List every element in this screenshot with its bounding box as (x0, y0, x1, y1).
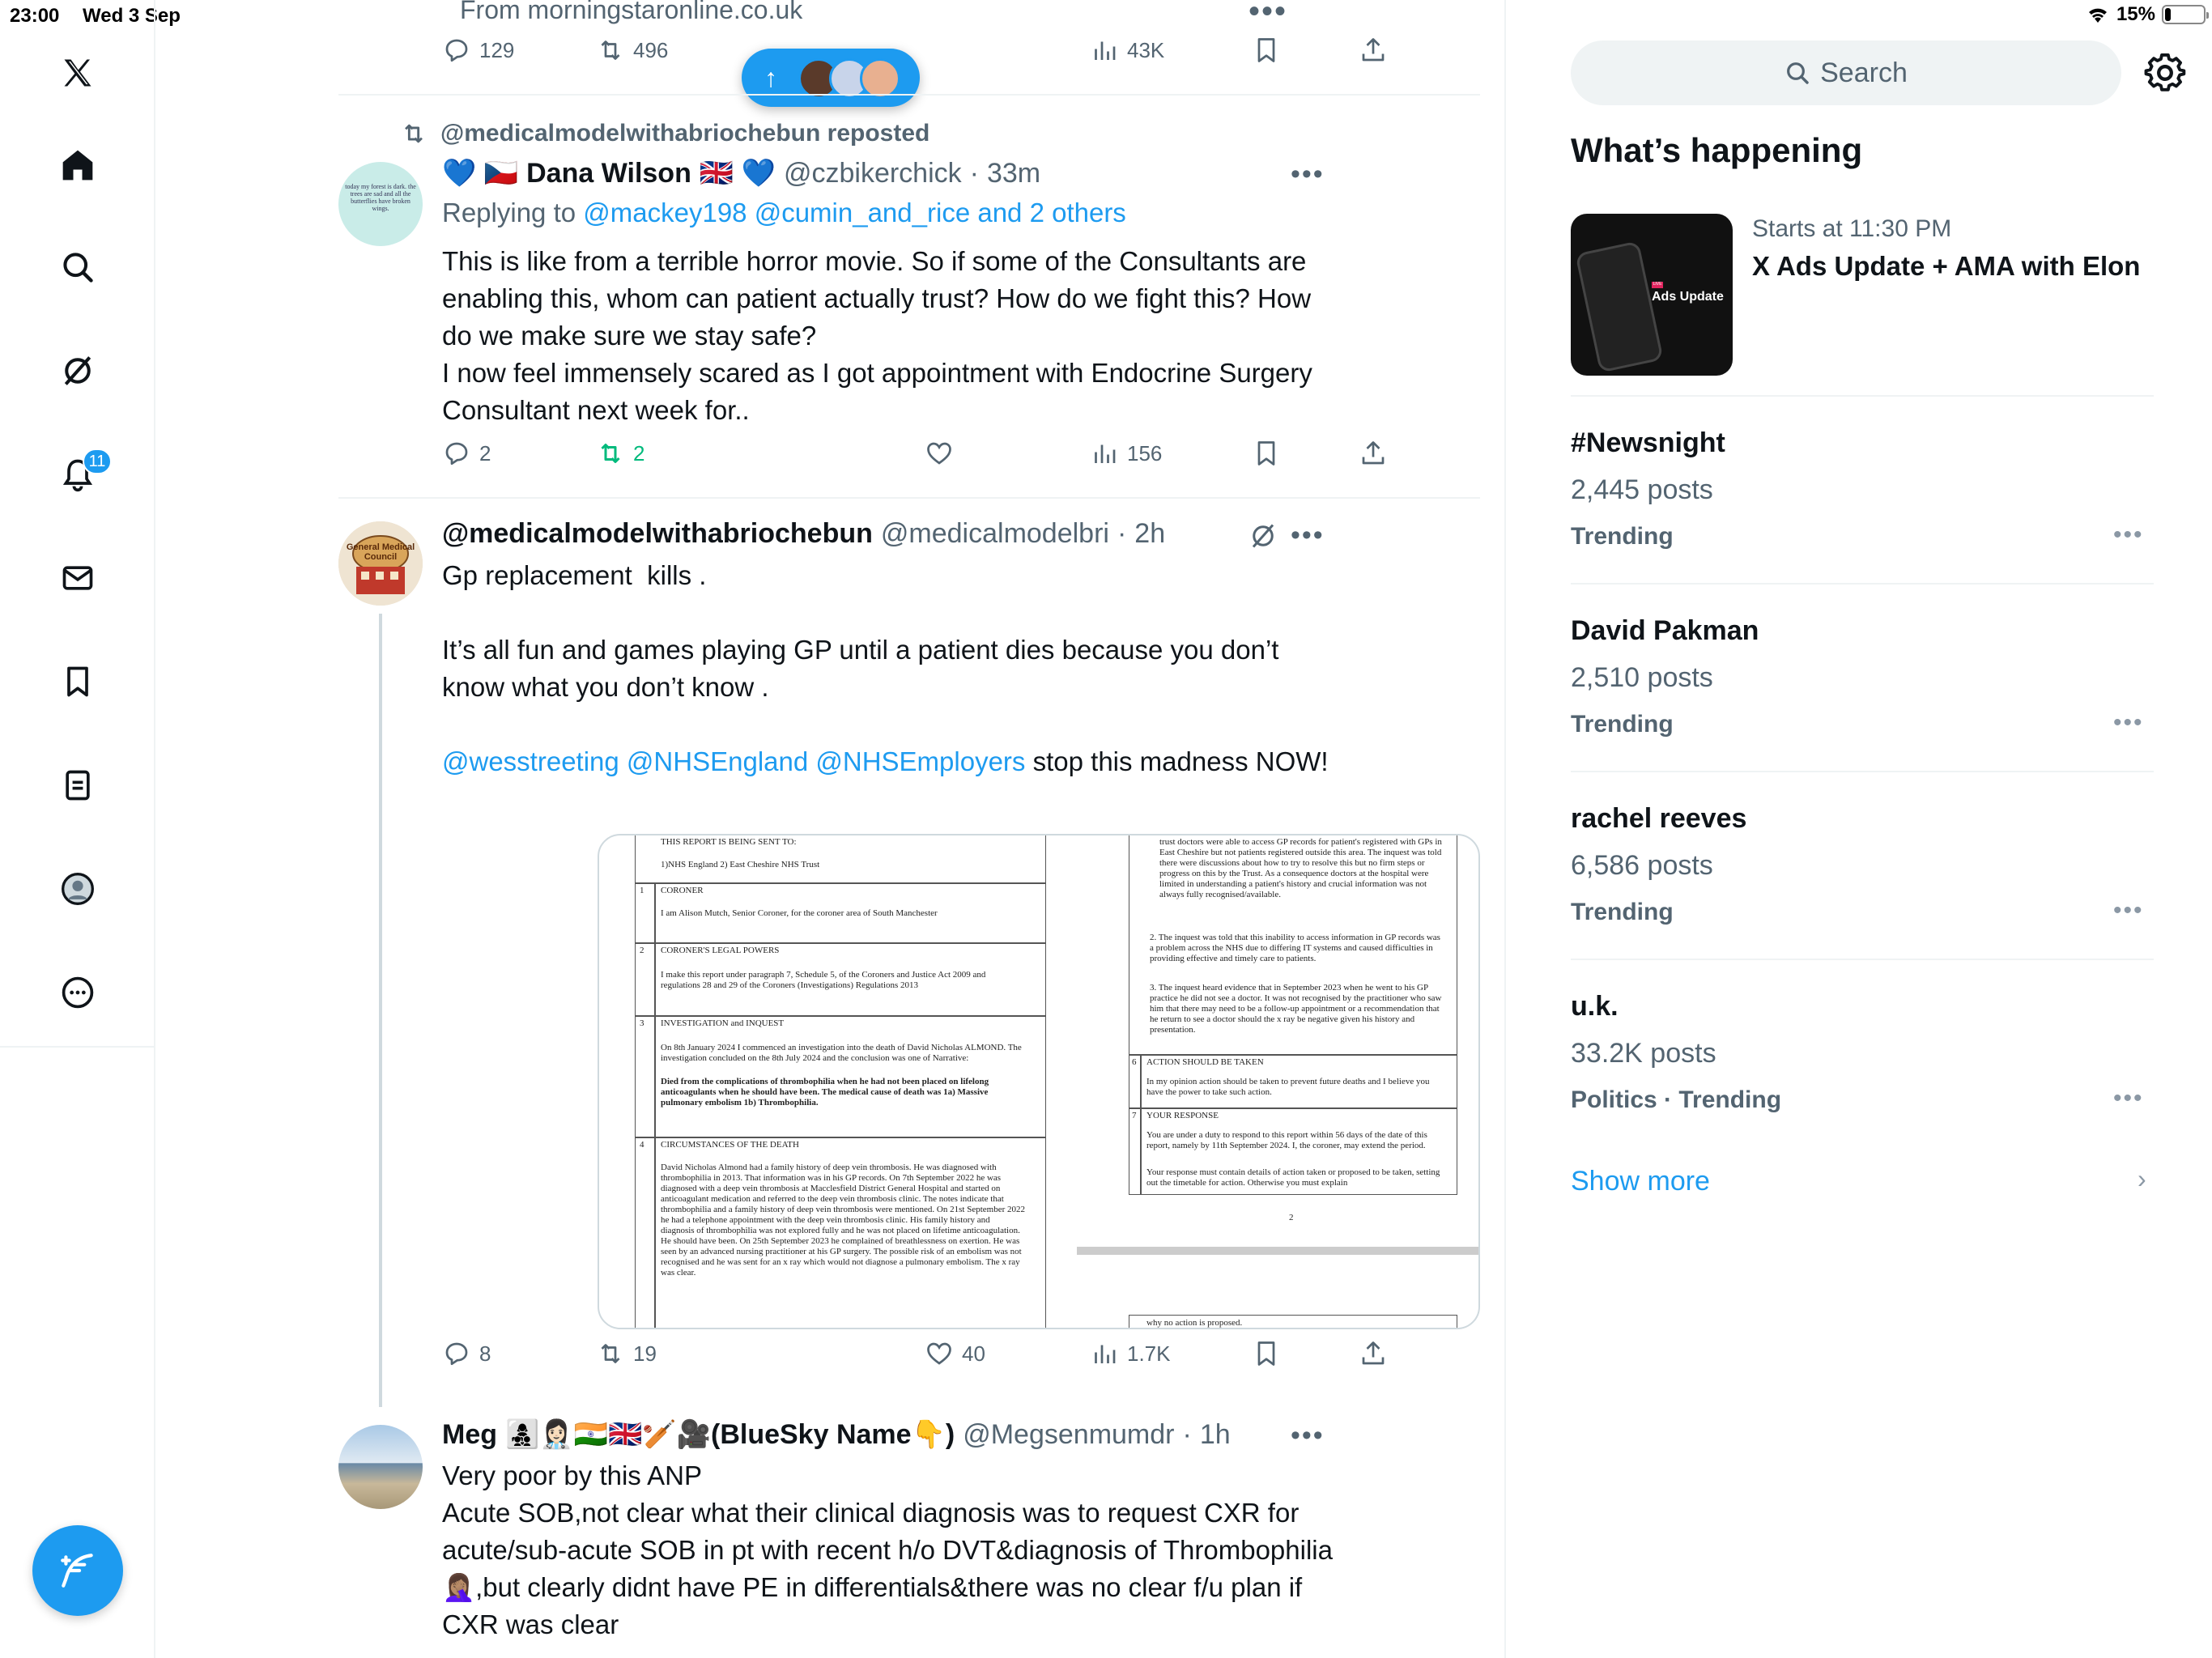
trend-category: Trending (1571, 711, 1674, 738)
arrow-up-icon: ↑ (764, 63, 777, 92)
more-icon[interactable] (52, 967, 104, 1018)
doc-heading: YOUR RESPONSE (1146, 1111, 1219, 1120)
doc-text: I make this report under paragraph 7, Schedule 5, of the Coroners and Justice Act 2009 and regulations 28 and 29 of the Coroners (Investigations) Regulations 2013 (661, 970, 986, 990)
bookmark-icon (1252, 36, 1281, 65)
event-subtitle: Starts at 11:30 PM (1752, 215, 1952, 242)
tweet-actions (442, 1339, 1414, 1380)
link-source[interactable]: From morningstaronline.co.uk (460, 0, 803, 24)
author-handle[interactable]: @medicalmodelbri (880, 518, 1109, 549)
repost-button[interactable] (596, 36, 668, 65)
notifications-bell-icon[interactable] (52, 449, 104, 500)
replying-to-label: Replying to (442, 198, 576, 227)
search-icon (1784, 60, 1810, 86)
repost-icon (400, 120, 428, 147)
like-icon (925, 439, 954, 468)
tweet-actions (442, 439, 1414, 479)
repost-button[interactable] (596, 439, 644, 468)
bookmark-button[interactable] (1252, 439, 1281, 468)
home-icon[interactable] (52, 139, 104, 191)
doc-rule (635, 882, 1046, 884)
doc-text-bold: Died from the complications of thrombophilia when he had not been placed on lifelong anticoagulants when he should have been. The medical cause of death was 1a) Massive pulmonary embolism 1b) Thrombophilia. (661, 1077, 989, 1107)
views-button[interactable] (1090, 439, 1162, 468)
search-icon[interactable] (52, 241, 104, 293)
reply-count: 8 (479, 1341, 491, 1366)
views-icon (1090, 36, 1119, 65)
bookmark-icon (1252, 439, 1281, 468)
replying-to-links[interactable]: @mackey198 @cumin_and_rice and 2 others (583, 198, 1126, 227)
repost-context (400, 120, 929, 147)
grok-icon[interactable] (52, 345, 104, 397)
trend-divider (1571, 959, 2154, 960)
bookmark-button[interactable] (1252, 36, 1281, 65)
name-emojis: 👩‍👧‍👦👩🏻‍⚕️🇮🇳🇬🇧🏏🎥(BlueSky Name👇) (505, 1419, 955, 1450)
separator: · (1117, 518, 1127, 549)
views-count: 156 (1127, 440, 1163, 466)
tweet-time[interactable]: 33m (986, 157, 1041, 189)
doc-text: why no action is proposed. (1146, 1318, 1243, 1328)
trend-more-icon[interactable]: ••• (2113, 521, 2144, 548)
tweet-text: Very poor by this ANP Acute SOB,not clear what their clinical diagnosis was to request CXR for acute/sub-acute SOB in pt with recent h/o DVT&diagnosis of Thrombophilia🤦🏽‍♀️,but clearly didnt have PE in differentials&there was no clear f/u plan if CXR was clear (442, 1460, 1333, 1639)
views-count: 43K (1127, 37, 1165, 62)
tweet-text-line: It’s all fun and games playing GP until a patient dies because you don’t know what you don’t know . (442, 635, 1287, 702)
trend-category: Trending (1571, 899, 1674, 925)
views-count: 1.7K (1127, 1341, 1171, 1366)
reply-button[interactable] (442, 1339, 491, 1368)
doc-rule (1129, 1107, 1457, 1109)
search-input[interactable] (1571, 40, 2121, 105)
document-page-left (599, 835, 1053, 1329)
doc-num: 6 (1132, 1057, 1137, 1067)
tweet-media-image[interactable] (598, 834, 1480, 1329)
trend-divider (1571, 395, 2154, 397)
doc-rule (635, 1137, 1046, 1138)
top-tweet-actions (442, 36, 1414, 76)
doc-heading: CIRCUMSTANCES OF THE DEATH (661, 1140, 799, 1150)
doc-num: 1 (640, 886, 644, 895)
doc-text: I am Alison Mutch, Senior Coroner, for the coroner area of South Manchester (661, 908, 938, 918)
live-badge: LIVE (1653, 282, 1662, 287)
tweet-text-tail: stop this madness NOW! (1025, 746, 1329, 776)
replying-to (442, 198, 1126, 228)
like-button[interactable] (925, 1339, 985, 1368)
author-handle[interactable]: @Megsenmumdr (963, 1418, 1175, 1450)
share-icon (1359, 439, 1388, 468)
doc-text: 1)NHS England 2) East Cheshire NHS Trust (661, 860, 820, 869)
trend-name: u.k. (1571, 991, 1619, 1022)
author-name[interactable]: @medicalmodelwithabriochebun (442, 518, 873, 549)
doc-heading: CORONER'S LEGAL POWERS (661, 946, 780, 955)
phone-graphic (1575, 240, 1663, 372)
like-icon (925, 1339, 954, 1368)
compose-button[interactable] (32, 1525, 123, 1616)
doc-text: Your response must contain details of action taken or proposed to be taken, setting out the timetable for action. Otherwise you must explain (1146, 1167, 1440, 1188)
share-icon (1359, 36, 1388, 65)
trend-name: rachel reeves (1571, 803, 1747, 834)
new-posts-pill[interactable] (742, 49, 920, 107)
share-button[interactable] (1359, 1339, 1388, 1368)
repost-label[interactable]: @medicalmodelwithabriochebun reposted (440, 120, 930, 147)
views-icon (1090, 1339, 1119, 1368)
page-number: 2 (1289, 1213, 1294, 1222)
doc-num: 4 (640, 1140, 644, 1150)
doc-rule (635, 942, 1046, 944)
avatar (860, 58, 900, 99)
bookmark-icon[interactable] (52, 656, 104, 708)
mentions[interactable]: @wesstreeting @NHSEngland @NHSEmployers (442, 746, 1026, 776)
doc-text: On 8th January 2024 I commenced an investigation into the death of David Nicholas ALMOND. The investigation concluded on the 8th July 2024 and the conclusion was one of Narrative: (661, 1043, 1022, 1063)
bookmark-icon (1252, 1339, 1281, 1368)
trend-count: 6,586 posts (1571, 850, 1713, 881)
doc-num: 3 (640, 1018, 644, 1028)
tweet-time[interactable]: 2h (1134, 518, 1166, 549)
timeline (157, 0, 1506, 1658)
author-name[interactable]: Dana Wilson (526, 157, 691, 189)
doc-text: David Nicholas Almond had a family history of deep vein thrombosis. He was diagnosed with thrombophilia in 2013. That information was in his GP records. On 7th September 2022 he was diagnosed with a deep vein thrombosis at Macclesfield District General Hospital and started on anticoagulant medication and referred to the deep vein thrombosis clinic. The notes indicate that thrombophilia and a family history of deep vein thrombosis were mentioned. On 21st September 2022 he had a telephone appointment with the deep vein thrombosis clinic. His family history and diagnosis of thrombophilia was not explored fully and he was not placed on lifetime anticoagulation. He should have been. On 25th September 2023 he complained of breathlessness on exertion. He was seen by an advanced nursing practitioner at his GP surgery. The possible risk of an embolism was not recognised and he was sent for an x ray which would not diagnose a pulmonary embolism. The x ray was clear. (661, 1163, 1025, 1278)
tweet-header (442, 518, 1165, 550)
avatar-caption: General Medical Council (346, 542, 415, 562)
name-emojis: 🇬🇧 💙 (699, 158, 776, 189)
tweet-text-line (442, 743, 1333, 780)
tweet-divider (338, 94, 1480, 96)
trend-more-icon[interactable]: ••• (2113, 897, 2144, 924)
doc-text: 2. The inquest was told that this inability to access information in GP records was a problem across the NHS due to differing IT systems and caused difficulties in providing effective and timely care to patients. (1150, 933, 1440, 963)
event-thumbnail[interactable] (1571, 214, 1733, 376)
reply-button[interactable] (442, 36, 514, 65)
views-button[interactable] (1090, 1339, 1171, 1368)
page-gap (1077, 1247, 1480, 1255)
top-more-dots[interactable]: ••• (1249, 0, 1288, 29)
trend-category: Trending (1571, 523, 1674, 550)
doc-text: You are under a duty to respond to this report within 56 days of the date of this report, namely by 11th September 2024. I, the coroner, may extend the period. (1146, 1130, 1427, 1150)
trend-divider (1571, 583, 2154, 585)
doc-heading: CORONER (661, 886, 704, 895)
compose-icon (57, 1550, 98, 1591)
reply-count: 129 (479, 37, 515, 62)
doc-text: 3. The inquest heard evidence that in September 2023 when he went to his GP practice he did not see a doctor. It was not recognised by the practitioner who saw him that there may need to be a follow-up appointment or a recommendation that he return to see a doctor should the x ray be negative given his history and presentation. (1150, 983, 1442, 1035)
avatar[interactable] (338, 521, 423, 606)
share-icon (1359, 1339, 1388, 1368)
whats-happening-title: What’s happening (1571, 131, 1863, 169)
trend-category: Politics · Trending (1571, 1086, 1782, 1113)
notifications-badge: 11 (83, 449, 112, 474)
event-title[interactable]: X Ads Update + AMA with Elon (1752, 251, 2141, 281)
tweet-time[interactable]: 1h (1199, 1418, 1231, 1450)
repost-count: 496 (633, 37, 669, 62)
reply-icon (442, 1339, 471, 1368)
doc-text: trust doctors were able to access GP records for patient's registered with GPs in East Cheshire but not patients registered outside this area. The inquest was told there were discussions about how to try to resolve this but no firm steps or progress on this by the Trust. As a consequence doctors at the hospital were limited in understanding a patient's history and crucial information was not always fully recognised/available. (1159, 837, 1442, 899)
tweet-divider (338, 497, 1480, 499)
doc-num: 2 (640, 946, 644, 955)
reply-count: 2 (479, 440, 491, 466)
views-icon (1090, 439, 1119, 468)
separator: · (969, 157, 979, 189)
reply-icon (442, 36, 471, 65)
lists-icon[interactable] (52, 759, 104, 811)
trend-name: #Newsnight (1571, 427, 1725, 458)
avatar-image (338, 521, 423, 606)
doc-rule (654, 882, 656, 1329)
author-handle[interactable]: @czbikerchick (783, 157, 962, 189)
doc-heading: INVESTIGATION and INQUEST (661, 1018, 785, 1028)
mail-icon[interactable] (52, 552, 104, 604)
avatar[interactable] (338, 162, 423, 246)
repost-icon (596, 36, 625, 65)
x-logo-icon[interactable] (52, 47, 104, 99)
doc-num: 7 (1132, 1111, 1137, 1120)
doc-rule (635, 1015, 1046, 1017)
bookmark-button[interactable] (1252, 1339, 1281, 1368)
repost-count: 19 (633, 1341, 657, 1366)
doc-heading: THIS REPORT IS BEING SENT TO: (661, 837, 797, 847)
avatar-caption: today my forest is dark. the trees are sad and all the butterflies have broken wings. (345, 183, 416, 212)
doc-heading: ACTION SHOULD BE TAKEN (1146, 1057, 1264, 1067)
repost-count: 2 (633, 440, 645, 466)
tweet-text-line: Gp replacement kills . (442, 560, 707, 590)
right-sidebar (1506, 0, 2212, 1658)
tweet-more-icon[interactable]: ••• (1291, 1420, 1325, 1451)
battery-percent: 15% (2116, 3, 2155, 25)
author-name[interactable]: Meg (442, 1418, 497, 1450)
trend-name: David Pakman (1571, 615, 1759, 646)
search-placeholder: Search (1820, 57, 1908, 88)
name-emojis: 💙 🇨🇿 (442, 158, 519, 189)
status-time: 23:00 (10, 5, 60, 27)
chevron-right-icon: › (2138, 1164, 2146, 1193)
trend-count: 33.2K posts (1571, 1038, 1716, 1069)
doc-rule (1140, 1054, 1142, 1195)
nav-divider (0, 1046, 155, 1048)
trend-divider (1571, 771, 2154, 772)
repost-icon (596, 439, 625, 468)
show-more-link[interactable]: Show more (1571, 1166, 1710, 1197)
profile-avatar-icon[interactable] (52, 863, 104, 915)
tweet-header (442, 157, 1040, 189)
like-button[interactable] (925, 439, 954, 468)
trend-count: 2,510 posts (1571, 662, 1713, 693)
share-button[interactable] (1359, 439, 1388, 468)
repost-icon (596, 1339, 625, 1368)
avatar[interactable] (338, 1425, 423, 1509)
reply-icon (442, 439, 471, 468)
doc-rule (1129, 1054, 1457, 1056)
separator: · (1182, 1418, 1192, 1450)
document-page-right (1053, 835, 1480, 1329)
tweet-text: This is like from a terrible horror movie. So if some of the Consultants are enabling this, whom can patient actually trust? How do we fight this? How do we make sure we stay safe? I now feel immensely scared as I got appointment with Endocrine Surgery Consultant next week for.. (442, 246, 1312, 425)
gear-icon[interactable] (2144, 52, 2186, 94)
status-date: Wed 3 Sep (83, 5, 181, 27)
tweet-more-icon[interactable]: ••• (1291, 159, 1325, 189)
share-button[interactable] (1359, 36, 1388, 65)
trend-more-icon[interactable]: ••• (2113, 1085, 2144, 1112)
tweet-more-icon[interactable]: ••• (1291, 520, 1325, 551)
like-count: 40 (962, 1341, 985, 1366)
doc-text: In my opinion action should be taken to prevent future deaths and I believe you have the power to take such action. (1146, 1077, 1430, 1097)
grok-icon[interactable] (1249, 521, 1278, 551)
left-nav (0, 0, 155, 1658)
reply-button[interactable] (442, 439, 491, 468)
thumb-label: Ads Update (1652, 290, 1724, 304)
trend-count: 2,445 posts (1571, 474, 1713, 505)
repost-button[interactable] (596, 1339, 657, 1368)
thread-line (379, 614, 382, 1407)
tweet-header (442, 1418, 1231, 1451)
views-button[interactable] (1090, 36, 1164, 65)
trend-more-icon[interactable]: ••• (2113, 709, 2144, 736)
